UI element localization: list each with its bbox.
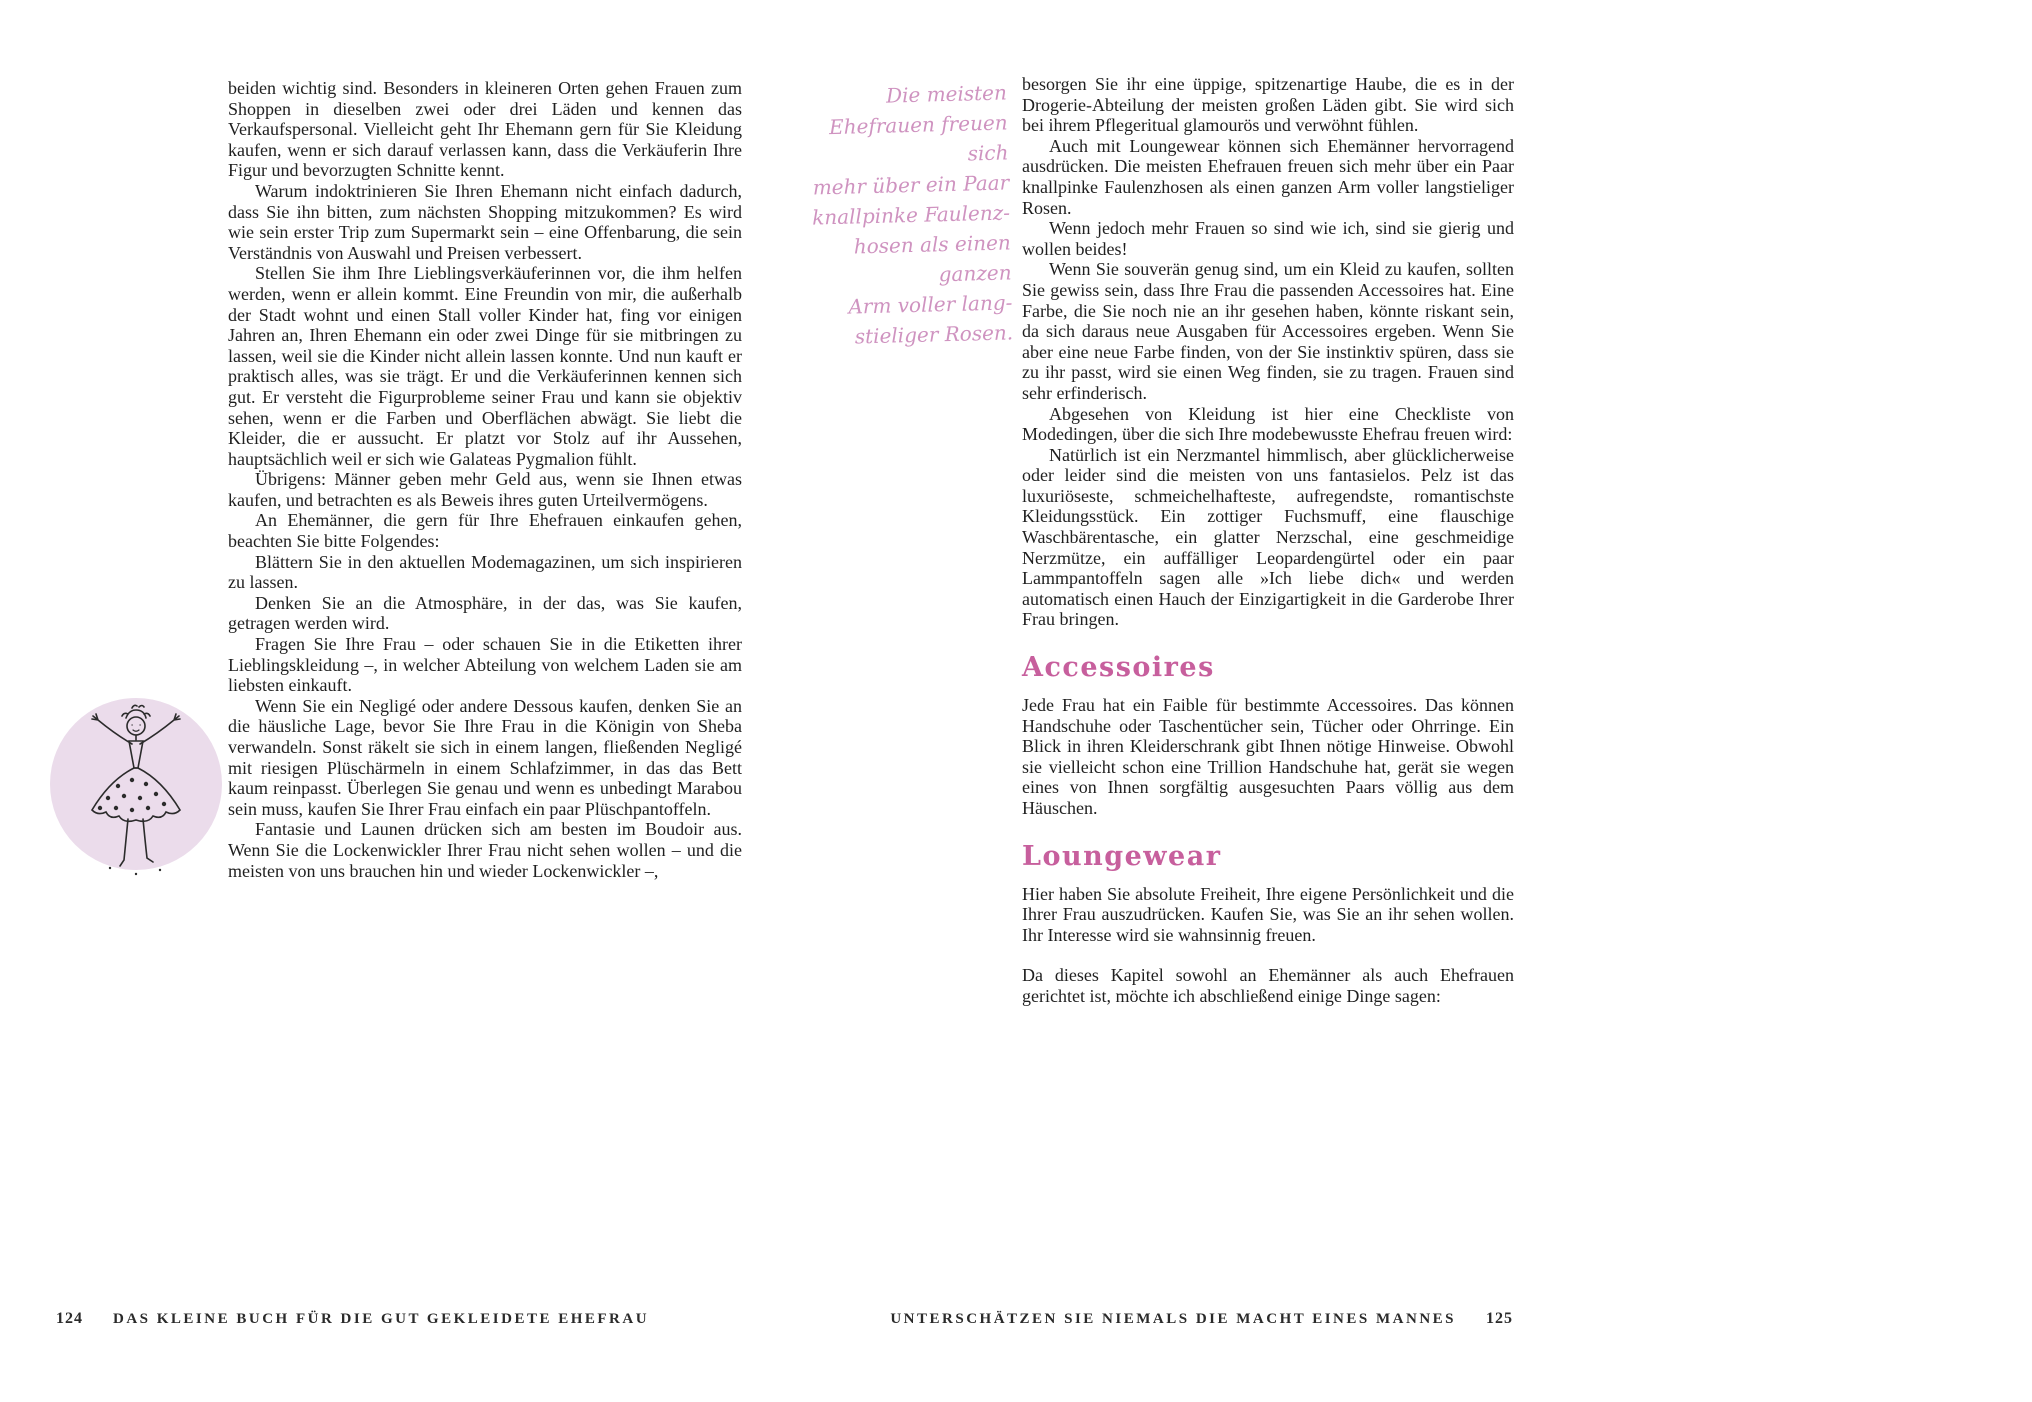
margin-quote-line: Arm voller lang- bbox=[848, 290, 1013, 319]
body-paragraph: Fantasie und Launen drücken sich am besten im Boudoir aus. Wenn Sie die Lockenwickler Ihrer Frau nicht sehen wollen – und die meisten von uns brauchen hin und wieder Lockenwickler –, bbox=[228, 819, 742, 881]
body-paragraph: Natürlich ist ein Nerzmantel himmlisch, aber glücklicherweise oder leider sind die meisten von uns fantasielos. Pelz ist das luxuriöseste, schmeichelhafteste, aufregendste, romantischste Kleidungsstück. Ein zottiger Fuchsmuff, eine flauschige Waschbärentasche, ein glatter Nerzschal, eine geschmeidige Nerzmütze, ein auffälliger Leopardengürtel oder ein paar Lammpantoffeln sagen alle »Ich liebe dich« und werden automatisch einen Hauch der Einzigartigkeit in die Garderobe Ihrer Frau bringen. bbox=[1022, 444, 1514, 630]
body-paragraph: Fragen Sie Ihre Frau – oder schauen Sie in die Etiketten ihrer Lieblingskleidung –, in welcher Abteilung von welchem Laden sie am liebsten einkauft. bbox=[228, 634, 742, 696]
left-footer-title: DAS KLEINE BUCH FÜR DIE GUT GEKLEIDETE EHEFRAU bbox=[113, 1311, 650, 1327]
right-page-number: 125 bbox=[1486, 1310, 1513, 1327]
body-paragraph: Wenn jedoch mehr Frauen so sind wie ich, sind sie gierig und wollen beides! bbox=[1022, 218, 1514, 259]
margin-quote-line: Die meisten bbox=[885, 80, 1008, 108]
body-paragraph: Hier haben Sie absolute Freiheit, Ihre eigene Persönlichkeit und die Ihrer Frau auszudrücken. Kaufen Sie, was Sie an ihr sehen wollen. Ihr Interesse wird sie wahnsinnig freuen. bbox=[1022, 883, 1514, 945]
body-paragraph: Blättern Sie in den aktuellen Modemagazinen, um sich inspirieren zu lassen. bbox=[228, 551, 742, 593]
left-page-number: 124 bbox=[56, 1310, 83, 1327]
margin-quote-line: mehr über ein Paar bbox=[812, 170, 1010, 200]
margin-quote-line: stieliger Rosen. bbox=[854, 320, 1014, 349]
right-page-footer bbox=[890, 1310, 1513, 1328]
left-page-text-column bbox=[228, 78, 742, 881]
left-page-footer bbox=[56, 1310, 649, 1328]
body-paragraph: Übrigens: Männer geben mehr Geld aus, wenn sie Ihnen etwas kaufen, und betrachten es als Beweis ihres guten Urteilvermögens. bbox=[228, 469, 742, 510]
body-paragraph: Jede Frau hat ein Faible für bestimmte Accessoires. Das können Handschuhe oder Taschentücher sein, Tücher oder Ohrringe. Ein Blick in ihren Kleiderschrank gibt Ihnen nötige Hinweise. Obwohl sie vielleicht schon eine Trillion Handschuhe hat, gerät sie wegen eines von Ihnen sorgfältig ausgesuchten Paars völlig aus dem Häuschen. bbox=[1022, 695, 1514, 818]
body-paragraph: Warum indoktrinieren Sie Ihren Ehemann nicht einfach dadurch, dass Sie ihn bitten, zum nächsten Shopping mitzukommen? Es wird wie sein erster Trip zum Supermarkt sein – eine Offenbarung, die sein Verständnis von Auswahl und Preisen verbessert. bbox=[228, 180, 742, 263]
margin-quote-line: Ehefrauen freuen sich bbox=[828, 110, 1009, 166]
body-paragraph: beiden wichtig sind. Besonders in kleineren Orten gehen Frauen zum Shoppen in dieselben zwei oder drei Läden und kennen das Verkaufspersonal. Vielleicht geht Ihr Ehemann gern für Sie Kleidung kaufen, wenn er sich darauf verlassen kann, dass die Verkäuferin Ihre Figur und bevorzugten Schnitte kennt. bbox=[228, 78, 742, 181]
body-paragraph: Stellen Sie ihm Ihre Lieblingsverkäuferinnen vor, die ihm helfen werden, wenn er allein kommt. Eine Freundin von mir, die außerhalb der Stadt wohnt und einen Stall voller Kinder hat, fing vor einigen Jahren an, Ihren Ehemann ein oder zwei Dinge für sie mitbringen zu lassen, weil sie die Kinder nicht allein lassen konnte. Und nun kauft er praktisch alles, was sie trägt. Er und die Verkäuferinnen kennen sich gut. Er versteht die Figurprobleme seiner Frau und kann sie objektiv sehen, wenn er die Farben und Oberflächen abwägt. Sie liebt die Kleider, die er aussucht. Er platzt vor Stolz auf ihr Aussehen, hauptsächlich weil er sich wie Galateas Pygmalion fühlt. bbox=[228, 263, 742, 469]
body-paragraph: Wenn Sie souverän genug sind, um ein Kleid zu kaufen, sollten Sie gewiss sein, dass Ihre Frau die passenden Accessoires hat. Eine Farbe, die Sie noch nie an ihr gesehen haben, könnte riskant sein, da sich daraus neue Ausgaben für Accessoires ergeben. Wenn Sie aber eine neue Farbe finden, von der Sie instinktiv spüren, dass sie zu ihr passt, wird sie einen Weg finden, sie zu tragen. Frauen sind sehr erfinderisch. bbox=[1022, 259, 1514, 403]
body-paragraph: Abgesehen von Kleidung ist hier eine Checkliste von Modedingen, über die sich Ihre modebewusste Ehefrau freuen wird: bbox=[1022, 403, 1514, 445]
body-paragraph: Da dieses Kapitel sowohl an Ehemänner als auch Ehefrauen gerichtet ist, möchte ich abschließend einige Dinge sagen: bbox=[1022, 965, 1514, 1006]
right-footer-title: UNTERSCHÄTZEN SIE NIEMALS DIE MACHT EINES MANNES bbox=[890, 1311, 1456, 1327]
margin-quote-line: hosen als einen ganzen bbox=[853, 230, 1012, 287]
margin-quote-line: knallpinke Faulenz- bbox=[811, 200, 1011, 230]
body-paragraph: An Ehemänner, die gern für Ihre Ehefrauen einkaufen gehen, beachten Sie bitte Folgendes: bbox=[228, 510, 742, 552]
body-paragraph: Auch mit Loungewear können sich Ehemänner hervorragend ausdrücken. Die meisten Ehefrauen freuen sich mehr über ein Paar knallpinke Faulenzhosen als einen ganzen Arm voller langstieliger Rosen. bbox=[1022, 135, 1514, 218]
body-paragraph: Wenn Sie ein Negligé oder andere Dessous kaufen, denken Sie an die häusliche Lage, bevor Sie Ihre Frau in die Königin von Sheba verwandeln. Sonst räkelt sie sich in einem langen, fließenden Negligé mit riesigen Plüschärmeln in einem Schlafzimmer, in das das Bett kaum reinpasst. Überlegen Sie genau und wenn es unbedingt Marabou sein muss, kaufen Sie Ihrer Frau einfach ein paar Plüschpantoffeln. bbox=[228, 695, 742, 819]
dancer-illustration bbox=[40, 688, 232, 900]
section-heading-loungewear: Loungewear bbox=[1022, 840, 1222, 872]
section-heading-accessoires: Accessoires bbox=[1022, 652, 1215, 684]
right-page-text-column bbox=[1022, 74, 1514, 1007]
body-paragraph: besorgen Sie ihr eine üppige, spitzenartige Haube, die es in der Drogerie-Abteilung der meisten großen Läden gibt. Sie wird sich bei ihrem Pflegeritual glamourös und verwöhnt fühlen. bbox=[1022, 74, 1514, 136]
body-paragraph: Denken Sie an die Atmosphäre, in der das, was Sie kaufen, getragen werden wird. bbox=[228, 592, 742, 634]
illustration-circle bbox=[50, 698, 222, 870]
margin-quote bbox=[809, 77, 1014, 352]
